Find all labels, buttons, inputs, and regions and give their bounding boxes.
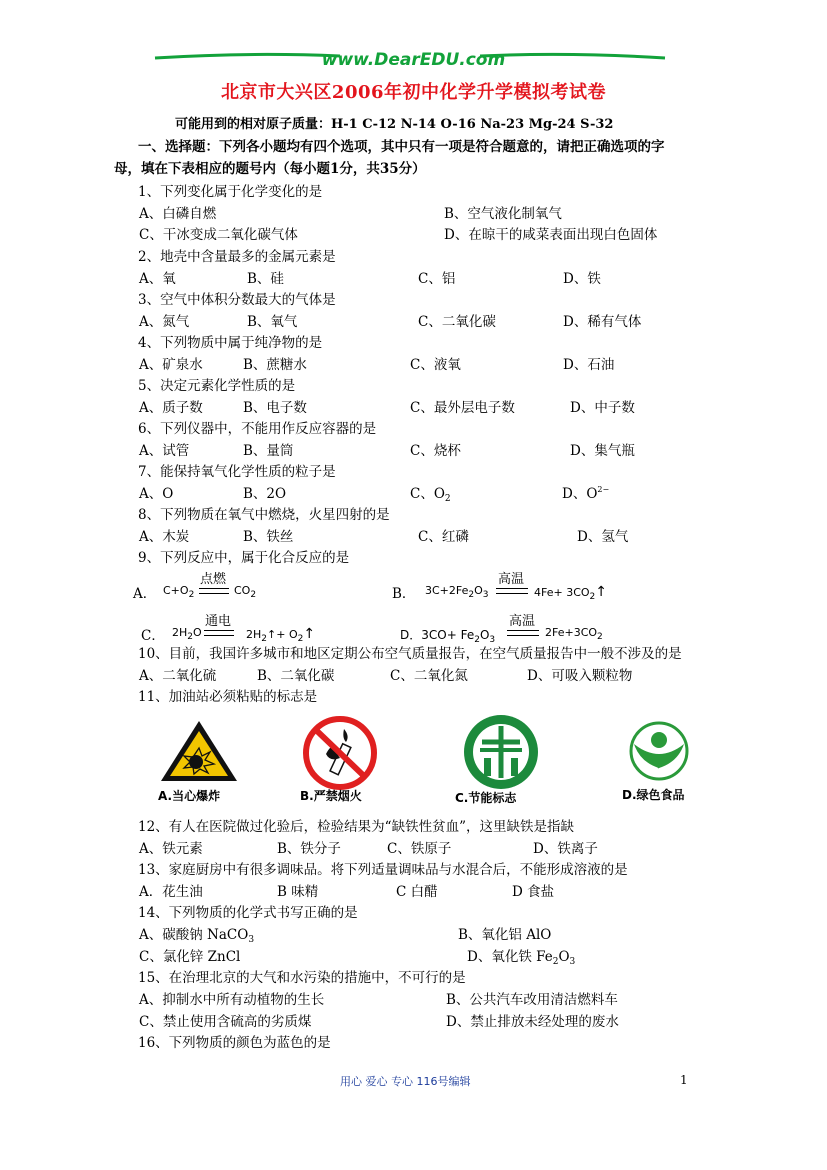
q13-option-a: A．花生油 (139, 884, 203, 900)
q14-a-sub: 3 (248, 935, 255, 945)
q9-b-arrow: ↑ (595, 584, 608, 600)
q9-a-condition: 点燃 (200, 572, 227, 587)
q15-option-b: B、公共汽车改用清洁燃料车 (446, 992, 618, 1008)
q9-a-products (234, 584, 256, 600)
q9-c-arrow: ↑ (303, 626, 316, 642)
q7-option-c (410, 482, 451, 504)
q14-a-text: A、碳酸钠 NaCO (139, 927, 249, 943)
q9-b-equals (496, 588, 528, 594)
q9-c-o: O (193, 626, 202, 639)
q9-c-right: 2H (246, 628, 262, 641)
q7-option-a: A、O (139, 486, 174, 502)
question-8: 8、下列物质在氧气中燃烧，火星四射的是 (138, 507, 390, 523)
q8-option-b: B、铁丝 (243, 529, 294, 545)
q6-option-c: C、烧杯 (410, 443, 461, 459)
q9-d-condition: 高温 (509, 614, 536, 629)
question-3: 3、空气中体积分数最大的气体是 (138, 292, 336, 308)
question-1: 1、下列变化属于化学变化的是 (138, 184, 323, 200)
q2-option-c: C、铝 (418, 271, 456, 287)
q14-d-text: D、氧化铁 Fe (467, 949, 553, 965)
q7-d-text: D、O (562, 486, 598, 502)
page-number: 1 (680, 1073, 688, 1087)
q14-option-b: B、氧化铝 AlO (458, 927, 552, 943)
q5-option-c: C、最外层电子数 (410, 400, 515, 416)
q9-d-equals (507, 630, 539, 636)
q9-c-left: 2H (172, 626, 188, 639)
q4-option-b: B、蔗糖水 (243, 357, 307, 373)
exam-title: 北京市大兴区2006年初中化学升学模拟考试卷 (220, 82, 607, 103)
no-fire-icon (300, 714, 380, 792)
q13-option-d: D 食盐 (512, 884, 555, 900)
q8-option-a: A、木炭 (139, 529, 190, 545)
q1-option-d: D、在晾干的咸菜表面出现白色固体 (444, 227, 658, 243)
q9-b-reactants (425, 584, 489, 600)
q12-option-c: C、铁原子 (387, 841, 452, 857)
q9-c-right2-sub: 2 (297, 634, 304, 644)
q9-a-reactants (163, 584, 194, 600)
q10-option-b: B、二氧化碳 (257, 668, 335, 684)
q9-b-left: 3C+2Fe (425, 584, 469, 597)
question-6: 6、下列仪器中，不能用作反应容器的是 (138, 421, 377, 437)
q14-d-sub2: 3 (569, 957, 576, 967)
q10-option-c: C、二氧化氮 (390, 668, 468, 684)
q14-option-a (139, 923, 254, 945)
q2-option-a: A、氧 (139, 271, 176, 287)
question-12: 12、有人在医院做过化验后，检验结果为“缺铁性贫血”，这里缺铁是指缺 (138, 819, 574, 835)
q6-option-b: B、量筒 (243, 443, 294, 459)
q8-option-c: C、红磷 (418, 529, 469, 545)
question-2: 2、地壳中含量最多的金属元素是 (138, 249, 336, 265)
q7-c-text: C、O (410, 486, 445, 502)
question-5: 5、决定元素化学性质的是 (138, 378, 296, 394)
q9-a-left: C+O (163, 584, 189, 597)
q13-option-b: B 味精 (277, 884, 319, 900)
q9-a-sub: 2 (188, 590, 195, 600)
question-11: 11、加油站必须粘贴的标志是 (138, 689, 318, 705)
q9-b-o: O (474, 584, 483, 597)
q9-b-right-sub: 2 (589, 592, 596, 602)
q3-option-a: A、氮气 (139, 314, 190, 330)
q3-option-d: D、稀有气体 (563, 314, 642, 330)
q4-option-c: C、液氧 (410, 357, 461, 373)
q6-option-d: D、集气瓶 (570, 443, 635, 459)
q9-b-sub2: 3 (482, 590, 489, 600)
atomic-masses: 可能用到的相对原子质量：H-1 C-12 N-14 O-16 Na-23 Mg-24 S-32 (175, 117, 614, 132)
q12-option-b: B、铁分子 (277, 841, 341, 857)
q1-option-a: A、白磷自燃 (139, 206, 217, 222)
q7-d-sup: 2− (597, 485, 610, 494)
question-14: 14、下列物质的化学式书写正确的是 (138, 905, 358, 921)
q3-option-c: C、二氧化碳 (418, 314, 496, 330)
q9-c-condition: 通电 (205, 614, 232, 629)
q9-option-c-label: C． (141, 628, 165, 644)
q9-a-right: CO (234, 584, 251, 597)
q8-option-d: D、氢气 (577, 529, 629, 545)
q2-option-b: B、硅 (247, 271, 284, 287)
question-16: 16、下列物质的颜色为蓝色的是 (138, 1035, 331, 1051)
question-13: 13、家庭厨房中有很多调味品。将下列适量调味品与水混合后，不能形成溶液的是 (138, 862, 628, 878)
q9-d-left: D．3CO+ Fe (400, 628, 475, 642)
q3-option-b: B、氧气 (247, 314, 298, 330)
question-9: 9、下列反应中，属于化合反应的是 (138, 550, 350, 566)
q7-c-sub: 2 (444, 494, 451, 504)
q4-option-a: A、矿泉水 (139, 357, 203, 373)
q10-option-d: D、可吸入颗粒物 (527, 668, 633, 684)
section-heading-cont: 母，填在下表相应的题号内（每小题1分，共35分） (114, 161, 426, 177)
q9-b-products (534, 584, 607, 602)
q7-option-b: B、2O (243, 486, 287, 502)
q10-option-a: A、二氧化硫 (139, 668, 217, 684)
q14-option-c: C、氯化锌 ZnCl (139, 949, 241, 965)
sign-d-caption: D.绿色食品 (622, 788, 685, 802)
q13-option-c: C 白醋 (396, 884, 438, 900)
q9-c-reactants (172, 626, 202, 642)
q2-option-d: D、铁 (563, 271, 601, 287)
question-15: 15、在治理北京的大气和水污染的措施中，不可行的是 (138, 970, 466, 986)
q7-option-d (562, 482, 609, 502)
q14-option-d: D、氧化铁 $Fe_2O_3$ (467, 949, 576, 967)
question-7: 7、能保持氧气化学性质的粒子是 (138, 464, 336, 480)
q14-d-sub1: 2 (552, 957, 559, 967)
question-4: 4、下列物质中属于纯净物的是 (138, 335, 323, 351)
q6-option-a: A、试管 (139, 443, 190, 459)
q9-b-sub1: 2 (468, 590, 475, 600)
q9-d-sub1: 2 (474, 635, 480, 645)
q9-b-condition: 高温 (498, 572, 525, 587)
q1-option-b: B、空气液化制氧气 (444, 206, 562, 222)
q5-option-a: A、质子数 (139, 400, 203, 416)
q9-c-right2: ↑+ O (267, 628, 298, 641)
sign-b-caption: B.严禁烟火 (300, 789, 362, 803)
site-url: www.DearEDU.com (321, 50, 506, 70)
q9-d-right-sub: 2 (597, 632, 603, 642)
q9-d-right: 2Fe+3CO (545, 626, 598, 639)
q12-option-a: A、铁元素 (139, 841, 203, 857)
explosion-warning-icon (158, 718, 240, 784)
q5-option-b: B、电子数 (243, 400, 307, 416)
sign-a-caption: A.当心爆炸 (158, 789, 221, 803)
q9-option-b-label: B． (392, 586, 416, 602)
q9-d-sub2: 3 (489, 635, 496, 645)
sign-c-caption: C.节能标志 (455, 791, 517, 805)
q9-b-right: 4Fe+ 3CO (534, 586, 590, 599)
green-food-icon (628, 718, 690, 784)
q9-c-equals (204, 630, 234, 636)
q9-d-o: O (479, 628, 490, 642)
q9-a-right-sub: 2 (250, 590, 257, 600)
q1-option-c: C、干冰变成二氧化碳气体 (139, 227, 298, 243)
question-10: 10、目前，我国许多城市和地区定期公布空气质量报告，在空气质量报告中一般不涉及的是 (138, 646, 682, 662)
q15-option-c: C、禁止使用含硫高的劣质煤 (139, 1014, 312, 1030)
q9-c-right-sub: 2 (261, 634, 268, 644)
q9-option-a-label: A． (133, 586, 157, 602)
footer-text: 用心 爱心 专心 116号编辑 (340, 1075, 471, 1088)
q9-d-products (545, 626, 603, 642)
section-heading: 一、选择题：下列各小题均有四个选项，其中只有一项是符合题意的，请把正确选项的字 (138, 139, 665, 155)
energy-saving-icon (460, 712, 542, 792)
q5-option-d: D、中子数 (570, 400, 635, 416)
q15-option-d: D、禁止排放未经处理的废水 (446, 1014, 619, 1030)
q15-option-a: A、抑制水中所有动植物的生长 (139, 992, 325, 1008)
q9-a-equals (199, 588, 229, 594)
q4-option-d: D、石油 (563, 357, 615, 373)
q12-option-d: D、铁离子 (533, 841, 598, 857)
q9-c-sub: 2 (187, 632, 194, 642)
